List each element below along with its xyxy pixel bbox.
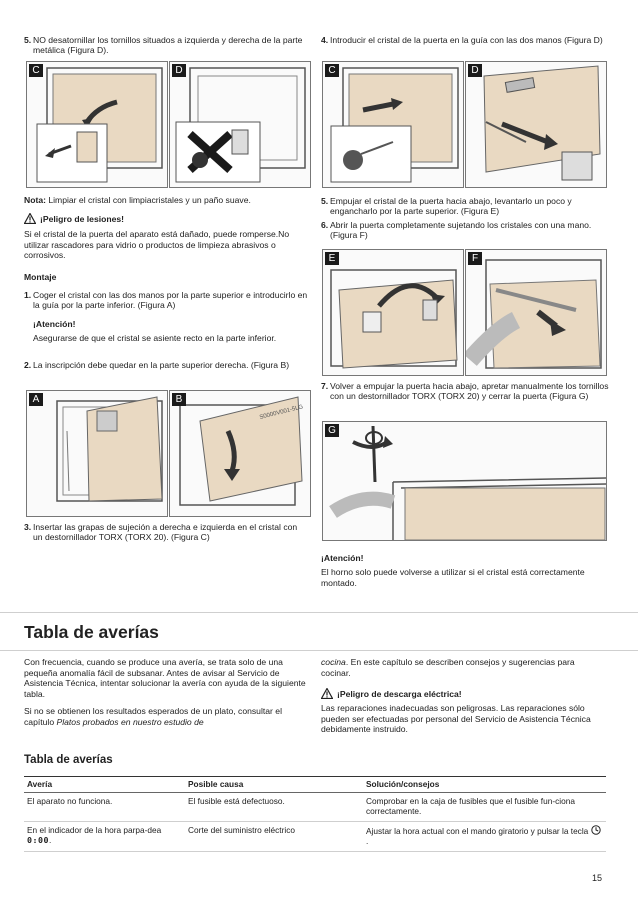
warning-icon [321,688,333,699]
figure-label: C [29,64,43,77]
table-row-2-solucion: Ajustar la hora actual con el mando giratorio y pulsar la tecla . [366,825,602,847]
faults-intro-p2: Si no se obtienen los resultados esperados de un plato, consultar el capítulo Platos probados en nuestro estudio de [24,706,282,727]
figure-g [322,421,607,541]
section-title: Tabla de averías [24,622,159,642]
step-1: 1. Coger el cristal con las dos manos por la parte superior e introducirlo en la guía por la parte inferior. (Figura A) [24,290,308,311]
danger-heading: ¡Peligro de lesiones! [24,213,314,225]
faults-intro-p2-cont: cocina. En este capítulo se describen consejos y sugerencias para cocinar. [321,657,575,678]
figure-label: A [29,393,43,406]
step-5-left: 5. NO desatornillar los tornillos situados a izquierda y derecha de la parte metálica (Figura D). [24,35,303,56]
table-header-rule [24,792,606,793]
section-title-rule [0,650,638,651]
table-row-1-solucion: Comprobar en la caja de fusibles que el fusible fun-ciona correctamente. [366,796,575,817]
figure-label: D [172,64,186,77]
figure-a [26,390,168,517]
table-row-1-causa: El fusible está defectuoso. [188,796,285,806]
figure-label: B [172,393,186,406]
svg-text:S0000V001-5LG: S0000V001-5LG [259,404,304,421]
figure-label: F [468,252,482,265]
step-2: 2. La inscripción debe quedar en la parte superior derecha. (Figura B) [24,360,290,371]
figure-label: D [468,64,482,77]
figure-c-right [322,61,464,188]
page-number: 15 [592,873,603,883]
figure-e [322,249,464,376]
clock-icon [591,825,601,835]
table-top-rule [24,776,606,777]
danger-text: Si el cristal de la puerta del aparato está dañado, puede romperse.No utilizar rascadores para vidrio o productos de limpieza abrasivos o corrosivos. [24,229,290,261]
display-digits: 0:00 [27,835,49,846]
step-5-right: 5. Empujar el cristal de la puerta hacia abajo, levantarlo un poco y engancharlo por la parte superior. (Figura E) [321,196,572,217]
atencion-right-heading: ¡Atención! [321,553,364,563]
atencion-1-text: Asegurarse de que el cristal se asiente recto en la parte inferior. [33,333,277,343]
note: Nota: Limpiar el cristal con limpiacristales y un paño suave. [24,195,251,205]
figure-f [465,249,607,376]
section-divider [0,612,638,613]
step-3: 3. Insertar las grapas de sujeción a derecha e izquierda en el cristal con un destornillador TORX (TORX 20). (Figura C) [24,522,298,543]
atencion-1-heading: ¡Atención! [33,319,76,329]
table-bottom-rule [24,851,606,852]
figure-label: E [325,252,339,265]
table-header-causa: Posible causa [188,779,244,789]
figure-b [169,390,311,517]
figure-label: C [325,64,339,77]
table-row-rule [24,821,606,822]
shock-heading: ¡Peligro de descarga eléctrica! [321,688,462,700]
figure-c-left [26,61,168,188]
shock-text: Las reparaciones inadecuadas son peligrosas. Las reparaciones sólo pueden ser efectuadas por personal del Servicio de Asistencia Técnica debidamente instruido. [321,703,591,735]
montaje-heading: Montaje [24,272,57,282]
table-header-averia: Avería [27,779,53,789]
atencion-right-text: El horno solo puede volverse a utilizar si el cristal está correctamente montado. [321,567,585,588]
faults-intro-p1: Con frecuencia, cuando se produce una avería, se trata solo de una pequeña anomalía fácil de subsanar. Antes de avisar al Servicio de Asistencia Técnica, intentar solucionar la avería con ayuda de la siguiente tabla. [24,657,306,699]
step-6: 6. Abrir la puerta completamente sujetando los cristales con una mano. (Figura F) [321,220,592,241]
table-row-2-causa: Corte del suministro eléctrico [188,825,295,835]
step-7: 7. Volver a empujar la puerta hacia abajo, apretar manualmente los tornillos con un destornillador TORX (TORX 20) y cerrar la puerta (Figura G) [321,381,609,402]
figure-d-left [169,61,311,188]
warning-icon [24,213,36,224]
figure-label: G [325,424,339,437]
figure-d-right [465,61,607,188]
table-header-solucion: Solución/consejos [366,779,440,789]
table-row-2-averia: En el indicador de la hora parpa-dea 0:00. [27,825,162,846]
table-row-1-averia: El aparato no funciona. [27,796,113,806]
table-subtitle: Tabla de averías [24,754,113,766]
step-4: 4. Introducir el cristal de la puerta en la guía con las dos manos (Figura D) [321,35,603,46]
